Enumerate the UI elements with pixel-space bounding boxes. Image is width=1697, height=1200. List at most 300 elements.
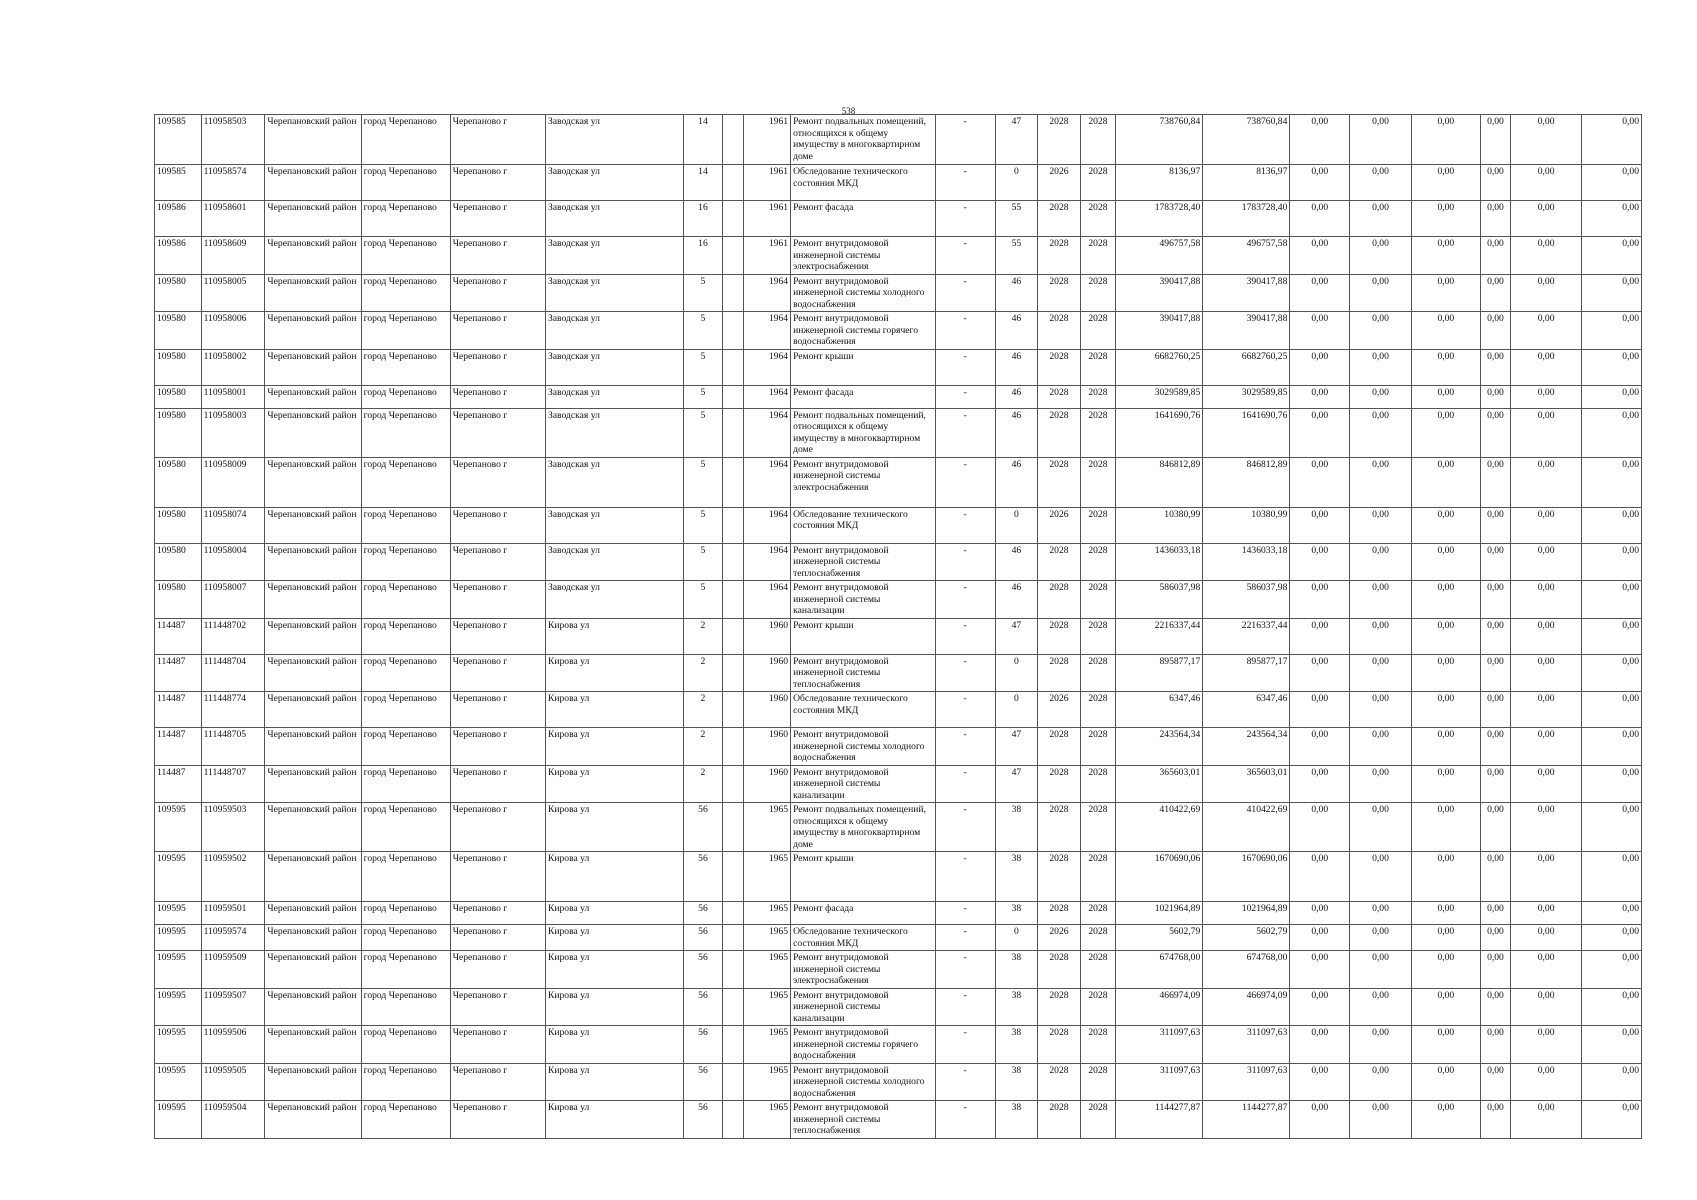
street-cell: Кирова ул (545, 902, 683, 925)
amount-cell-1: 0,00 (1290, 274, 1350, 312)
street-cell: Кирова ул (545, 765, 683, 803)
table-row (155, 692, 1642, 728)
locality-cell: Черепаново г (450, 803, 545, 852)
locality-cell: Черепаново г (450, 988, 545, 1026)
amount-cell-5: 0,00 (1511, 349, 1582, 385)
total-cost-cell: 1783728,40 (1203, 201, 1290, 237)
cost-cell: 1783728,40 (1116, 201, 1203, 237)
table-row (155, 654, 1642, 692)
amount-cell-2: 0,00 (1350, 925, 1412, 951)
row-id-cell: 109580 (155, 507, 202, 543)
end-year-cell: 2028 (1080, 1063, 1115, 1101)
district-cell: Черепановский район (265, 852, 361, 902)
district-cell: Черепановский район (265, 543, 361, 581)
wear-percent-cell: 38 (995, 803, 1038, 852)
amount-cell-2: 0,00 (1350, 902, 1412, 925)
amount-cell-3: 0,00 (1411, 408, 1480, 457)
amount-cell-5: 0,00 (1511, 951, 1582, 989)
district-cell: Черепановский район (265, 408, 361, 457)
amount-cell-2: 0,00 (1350, 618, 1412, 654)
house-number-cell: 5 (683, 349, 723, 385)
amount-cell-5: 0,00 (1511, 902, 1582, 925)
amount-cell-2: 0,00 (1350, 237, 1412, 275)
amount-cell-1: 0,00 (1290, 1101, 1350, 1139)
corpus-cell (723, 274, 744, 312)
amount-cell-2: 0,00 (1350, 165, 1412, 201)
amount-cell-3: 0,00 (1411, 165, 1480, 201)
work-code-cell: 111448705 (201, 728, 265, 766)
cost-cell: 674768,00 (1116, 951, 1203, 989)
build-year-cell: 1964 (744, 312, 791, 350)
row-id-cell: 109595 (155, 988, 202, 1026)
amount-cell-6: 0,00 (1582, 385, 1642, 408)
wear-percent-cell: 0 (995, 692, 1038, 728)
amount-cell-3: 0,00 (1411, 852, 1480, 902)
amount-cell-6: 0,00 (1582, 165, 1642, 201)
table-row (155, 728, 1642, 766)
work-type-cell: Ремонт подвальных помещений, относящихся к общему имуществу в многоквартирном доме (791, 803, 936, 852)
street-cell: Кирова ул (545, 852, 683, 902)
table-row (155, 543, 1642, 581)
build-year-cell: 1961 (744, 237, 791, 275)
build-year-cell: 1964 (744, 543, 791, 581)
work-type-cell: Ремонт внутридомовой инженерной системы канализации (791, 988, 936, 1026)
amount-cell-4: 0,00 (1480, 654, 1510, 692)
wear-percent-cell: 55 (995, 201, 1038, 237)
table-row (155, 951, 1642, 989)
cost-cell: 1144277,87 (1116, 1101, 1203, 1139)
dash-cell: - (935, 765, 995, 803)
wear-percent-cell: 38 (995, 1026, 1038, 1064)
end-year-cell: 2028 (1080, 349, 1115, 385)
amount-cell-3: 0,00 (1411, 201, 1480, 237)
total-cost-cell: 846812,89 (1203, 457, 1290, 507)
dash-cell: - (935, 457, 995, 507)
end-year-cell: 2028 (1080, 115, 1115, 165)
work-type-cell: Ремонт внутридомовой инженерной системы теплоснабжения (791, 654, 936, 692)
house-number-cell: 16 (683, 201, 723, 237)
dash-cell: - (935, 115, 995, 165)
wear-percent-cell: 38 (995, 902, 1038, 925)
build-year-cell: 1961 (744, 115, 791, 165)
dash-cell: - (935, 581, 995, 619)
cost-cell: 466974,09 (1116, 988, 1203, 1026)
dash-cell: - (935, 618, 995, 654)
start-year-cell: 2028 (1038, 1063, 1081, 1101)
amount-cell-5: 0,00 (1511, 654, 1582, 692)
district-cell: Черепановский район (265, 1063, 361, 1101)
corpus-cell (723, 692, 744, 728)
settlement-cell: город Черепаново (361, 1063, 450, 1101)
house-number-cell: 56 (683, 852, 723, 902)
work-type-cell: Ремонт крыши (791, 852, 936, 902)
start-year-cell: 2028 (1038, 765, 1081, 803)
street-cell: Кирова ул (545, 951, 683, 989)
work-code-cell: 110958003 (201, 408, 265, 457)
amount-cell-3: 0,00 (1411, 618, 1480, 654)
cost-cell: 311097,63 (1116, 1026, 1203, 1064)
work-type-cell: Обследование технического состояния МКД (791, 165, 936, 201)
amount-cell-4: 0,00 (1480, 385, 1510, 408)
settlement-cell: город Черепаново (361, 988, 450, 1026)
amount-cell-4: 0,00 (1480, 507, 1510, 543)
amount-cell-6: 0,00 (1582, 408, 1642, 457)
total-cost-cell: 674768,00 (1203, 951, 1290, 989)
amount-cell-2: 0,00 (1350, 951, 1412, 989)
table-row (155, 237, 1642, 275)
house-number-cell: 5 (683, 274, 723, 312)
settlement-cell: город Черепаново (361, 237, 450, 275)
cost-cell: 10380,99 (1116, 507, 1203, 543)
settlement-cell: город Черепаново (361, 312, 450, 350)
work-code-cell: 110958004 (201, 543, 265, 581)
work-code-cell: 110958005 (201, 274, 265, 312)
work-type-cell: Ремонт крыши (791, 618, 936, 654)
amount-cell-1: 0,00 (1290, 115, 1350, 165)
locality-cell: Черепаново г (450, 728, 545, 766)
row-id-cell: 109580 (155, 274, 202, 312)
corpus-cell (723, 581, 744, 619)
corpus-cell (723, 1063, 744, 1101)
start-year-cell: 2028 (1038, 115, 1081, 165)
dash-cell: - (935, 988, 995, 1026)
wear-percent-cell: 0 (995, 925, 1038, 951)
house-number-cell: 2 (683, 728, 723, 766)
amount-cell-2: 0,00 (1350, 349, 1412, 385)
work-type-cell: Ремонт фасада (791, 902, 936, 925)
amount-cell-6: 0,00 (1582, 852, 1642, 902)
settlement-cell: город Черепаново (361, 408, 450, 457)
wear-percent-cell: 0 (995, 654, 1038, 692)
settlement-cell: город Черепаново (361, 349, 450, 385)
wear-percent-cell: 47 (995, 765, 1038, 803)
amount-cell-5: 0,00 (1511, 692, 1582, 728)
wear-percent-cell: 46 (995, 385, 1038, 408)
amount-cell-2: 0,00 (1350, 312, 1412, 350)
work-code-cell: 111448774 (201, 692, 265, 728)
corpus-cell (723, 543, 744, 581)
total-cost-cell: 1144277,87 (1203, 1101, 1290, 1139)
amount-cell-6: 0,00 (1582, 1101, 1642, 1139)
amount-cell-4: 0,00 (1480, 1026, 1510, 1064)
locality-cell: Черепаново г (450, 951, 545, 989)
house-number-cell: 56 (683, 988, 723, 1026)
district-cell: Черепановский район (265, 201, 361, 237)
work-code-cell: 110958574 (201, 165, 265, 201)
amount-cell-6: 0,00 (1582, 349, 1642, 385)
locality-cell: Черепаново г (450, 902, 545, 925)
amount-cell-1: 0,00 (1290, 237, 1350, 275)
start-year-cell: 2028 (1038, 408, 1081, 457)
amount-cell-4: 0,00 (1480, 803, 1510, 852)
table-row (155, 1026, 1642, 1064)
street-cell: Заводская ул (545, 507, 683, 543)
district-cell: Черепановский район (265, 925, 361, 951)
row-id-cell: 109595 (155, 925, 202, 951)
dash-cell: - (935, 1026, 995, 1064)
street-cell: Заводская ул (545, 543, 683, 581)
row-id-cell: 109595 (155, 1101, 202, 1139)
amount-cell-6: 0,00 (1582, 692, 1642, 728)
amount-cell-4: 0,00 (1480, 543, 1510, 581)
district-cell: Черепановский район (265, 765, 361, 803)
table-row (155, 902, 1642, 925)
amount-cell-4: 0,00 (1480, 349, 1510, 385)
start-year-cell: 2026 (1038, 507, 1081, 543)
house-number-cell: 56 (683, 925, 723, 951)
amount-cell-5: 0,00 (1511, 925, 1582, 951)
amount-cell-5: 0,00 (1511, 408, 1582, 457)
amount-cell-4: 0,00 (1480, 618, 1510, 654)
end-year-cell: 2028 (1080, 237, 1115, 275)
table-row (155, 581, 1642, 619)
build-year-cell: 1961 (744, 201, 791, 237)
build-year-cell: 1964 (744, 385, 791, 408)
settlement-cell: город Черепаново (361, 951, 450, 989)
total-cost-cell: 1021964,89 (1203, 902, 1290, 925)
amount-cell-1: 0,00 (1290, 581, 1350, 619)
corpus-cell (723, 349, 744, 385)
amount-cell-5: 0,00 (1511, 507, 1582, 543)
amount-cell-3: 0,00 (1411, 1101, 1480, 1139)
amount-cell-1: 0,00 (1290, 457, 1350, 507)
cost-cell: 365603,01 (1116, 765, 1203, 803)
build-year-cell: 1965 (744, 1101, 791, 1139)
district-cell: Черепановский район (265, 385, 361, 408)
amount-cell-2: 0,00 (1350, 803, 1412, 852)
dash-cell: - (935, 925, 995, 951)
house-number-cell: 56 (683, 1026, 723, 1064)
total-cost-cell: 586037,98 (1203, 581, 1290, 619)
amount-cell-6: 0,00 (1582, 237, 1642, 275)
wear-percent-cell: 47 (995, 728, 1038, 766)
locality-cell: Черепаново г (450, 852, 545, 902)
amount-cell-3: 0,00 (1411, 349, 1480, 385)
amount-cell-6: 0,00 (1582, 115, 1642, 165)
amount-cell-5: 0,00 (1511, 1026, 1582, 1064)
house-number-cell: 14 (683, 115, 723, 165)
corpus-cell (723, 507, 744, 543)
total-cost-cell: 410422,69 (1203, 803, 1290, 852)
end-year-cell: 2028 (1080, 385, 1115, 408)
amount-cell-5: 0,00 (1511, 274, 1582, 312)
street-cell: Заводская ул (545, 349, 683, 385)
end-year-cell: 2028 (1080, 457, 1115, 507)
row-id-cell: 109585 (155, 165, 202, 201)
amount-cell-2: 0,00 (1350, 507, 1412, 543)
corpus-cell (723, 1101, 744, 1139)
amount-cell-5: 0,00 (1511, 1063, 1582, 1101)
amount-cell-2: 0,00 (1350, 543, 1412, 581)
row-id-cell: 114487 (155, 765, 202, 803)
row-id-cell: 109595 (155, 803, 202, 852)
amount-cell-1: 0,00 (1290, 654, 1350, 692)
dash-cell: - (935, 692, 995, 728)
locality-cell: Черепаново г (450, 925, 545, 951)
settlement-cell: город Черепаново (361, 803, 450, 852)
amount-cell-3: 0,00 (1411, 274, 1480, 312)
work-type-cell: Ремонт крыши (791, 349, 936, 385)
cost-cell: 1641690,76 (1116, 408, 1203, 457)
cost-cell: 390417,88 (1116, 274, 1203, 312)
work-code-cell: 110959506 (201, 1026, 265, 1064)
dash-cell: - (935, 951, 995, 989)
amount-cell-6: 0,00 (1582, 457, 1642, 507)
district-cell: Черепановский район (265, 165, 361, 201)
table-row (155, 457, 1642, 507)
district-cell: Черепановский район (265, 618, 361, 654)
corpus-cell (723, 728, 744, 766)
row-id-cell: 109595 (155, 1063, 202, 1101)
work-code-cell: 110958503 (201, 115, 265, 165)
total-cost-cell: 466974,09 (1203, 988, 1290, 1026)
amount-cell-1: 0,00 (1290, 988, 1350, 1026)
wear-percent-cell: 47 (995, 618, 1038, 654)
table-body (155, 115, 1642, 1139)
amount-cell-1: 0,00 (1290, 385, 1350, 408)
locality-cell: Черепаново г (450, 1026, 545, 1064)
locality-cell: Черепаново г (450, 237, 545, 275)
end-year-cell: 2028 (1080, 1026, 1115, 1064)
build-year-cell: 1964 (744, 408, 791, 457)
build-year-cell: 1965 (744, 925, 791, 951)
house-number-cell: 2 (683, 654, 723, 692)
build-year-cell: 1961 (744, 165, 791, 201)
amount-cell-1: 0,00 (1290, 312, 1350, 350)
dash-cell: - (935, 237, 995, 275)
amount-cell-3: 0,00 (1411, 951, 1480, 989)
street-cell: Заводская ул (545, 237, 683, 275)
table-row (155, 274, 1642, 312)
table-row (155, 852, 1642, 902)
settlement-cell: город Черепаново (361, 618, 450, 654)
wear-percent-cell: 46 (995, 274, 1038, 312)
amount-cell-6: 0,00 (1582, 803, 1642, 852)
cost-cell: 243564,34 (1116, 728, 1203, 766)
district-cell: Черепановский район (265, 728, 361, 766)
house-number-cell: 16 (683, 237, 723, 275)
work-code-cell: 110959509 (201, 951, 265, 989)
table-row (155, 988, 1642, 1026)
build-year-cell: 1965 (744, 803, 791, 852)
corpus-cell (723, 237, 744, 275)
total-cost-cell: 738760,84 (1203, 115, 1290, 165)
locality-cell: Черепаново г (450, 1063, 545, 1101)
table-row (155, 408, 1642, 457)
street-cell: Кирова ул (545, 1026, 683, 1064)
amount-cell-1: 0,00 (1290, 765, 1350, 803)
wear-percent-cell: 38 (995, 1101, 1038, 1139)
end-year-cell: 2028 (1080, 507, 1115, 543)
start-year-cell: 2028 (1038, 803, 1081, 852)
work-code-cell: 110959501 (201, 902, 265, 925)
house-number-cell: 5 (683, 457, 723, 507)
dash-cell: - (935, 852, 995, 902)
amount-cell-4: 0,00 (1480, 581, 1510, 619)
amount-cell-6: 0,00 (1582, 1063, 1642, 1101)
amount-cell-3: 0,00 (1411, 385, 1480, 408)
amount-cell-6: 0,00 (1582, 925, 1642, 951)
row-id-cell: 114487 (155, 692, 202, 728)
wear-percent-cell: 46 (995, 581, 1038, 619)
dash-cell: - (935, 201, 995, 237)
work-type-cell: Ремонт внутридомовой инженерной системы горячего водоснабжения (791, 312, 936, 350)
corpus-cell (723, 201, 744, 237)
build-year-cell: 1964 (744, 349, 791, 385)
corpus-cell (723, 902, 744, 925)
work-code-cell: 111448707 (201, 765, 265, 803)
amount-cell-2: 0,00 (1350, 581, 1412, 619)
total-cost-cell: 1641690,76 (1203, 408, 1290, 457)
end-year-cell: 2028 (1080, 852, 1115, 902)
amount-cell-4: 0,00 (1480, 457, 1510, 507)
amount-cell-6: 0,00 (1582, 581, 1642, 619)
start-year-cell: 2028 (1038, 618, 1081, 654)
house-number-cell: 2 (683, 765, 723, 803)
cost-cell: 311097,63 (1116, 1063, 1203, 1101)
district-cell: Черепановский район (265, 654, 361, 692)
amount-cell-5: 0,00 (1511, 312, 1582, 350)
start-year-cell: 2026 (1038, 925, 1081, 951)
cost-cell: 1436033,18 (1116, 543, 1203, 581)
amount-cell-1: 0,00 (1290, 349, 1350, 385)
row-id-cell: 109586 (155, 201, 202, 237)
district-cell: Черепановский район (265, 581, 361, 619)
amount-cell-4: 0,00 (1480, 165, 1510, 201)
work-type-cell: Ремонт внутридомовой инженерной системы холодного водоснабжения (791, 728, 936, 766)
street-cell: Заводская ул (545, 165, 683, 201)
total-cost-cell: 390417,88 (1203, 312, 1290, 350)
start-year-cell: 2028 (1038, 951, 1081, 989)
start-year-cell: 2028 (1038, 385, 1081, 408)
settlement-cell: город Черепаново (361, 507, 450, 543)
corpus-cell (723, 457, 744, 507)
total-cost-cell: 1670690,06 (1203, 852, 1290, 902)
start-year-cell: 2028 (1038, 312, 1081, 350)
wear-percent-cell: 46 (995, 349, 1038, 385)
amount-cell-3: 0,00 (1411, 765, 1480, 803)
total-cost-cell: 10380,99 (1203, 507, 1290, 543)
amount-cell-6: 0,00 (1582, 507, 1642, 543)
work-code-cell: 110959502 (201, 852, 265, 902)
end-year-cell: 2028 (1080, 165, 1115, 201)
table-row (155, 165, 1642, 201)
work-code-cell: 110958009 (201, 457, 265, 507)
build-year-cell: 1965 (744, 852, 791, 902)
amount-cell-1: 0,00 (1290, 728, 1350, 766)
amount-cell-3: 0,00 (1411, 902, 1480, 925)
amount-cell-3: 0,00 (1411, 237, 1480, 275)
amount-cell-4: 0,00 (1480, 408, 1510, 457)
amount-cell-4: 0,00 (1480, 728, 1510, 766)
build-year-cell: 1965 (744, 902, 791, 925)
dash-cell: - (935, 165, 995, 201)
dash-cell: - (935, 507, 995, 543)
amount-cell-6: 0,00 (1582, 951, 1642, 989)
amount-cell-4: 0,00 (1480, 925, 1510, 951)
district-cell: Черепановский район (265, 902, 361, 925)
row-id-cell: 109580 (155, 312, 202, 350)
settlement-cell: город Черепаново (361, 1101, 450, 1139)
street-cell: Заводская ул (545, 115, 683, 165)
build-year-cell: 1960 (744, 765, 791, 803)
amount-cell-5: 0,00 (1511, 728, 1582, 766)
build-year-cell: 1965 (744, 988, 791, 1026)
table-row (155, 1063, 1642, 1101)
amount-cell-3: 0,00 (1411, 115, 1480, 165)
locality-cell: Черепаново г (450, 274, 545, 312)
end-year-cell: 2028 (1080, 951, 1115, 989)
